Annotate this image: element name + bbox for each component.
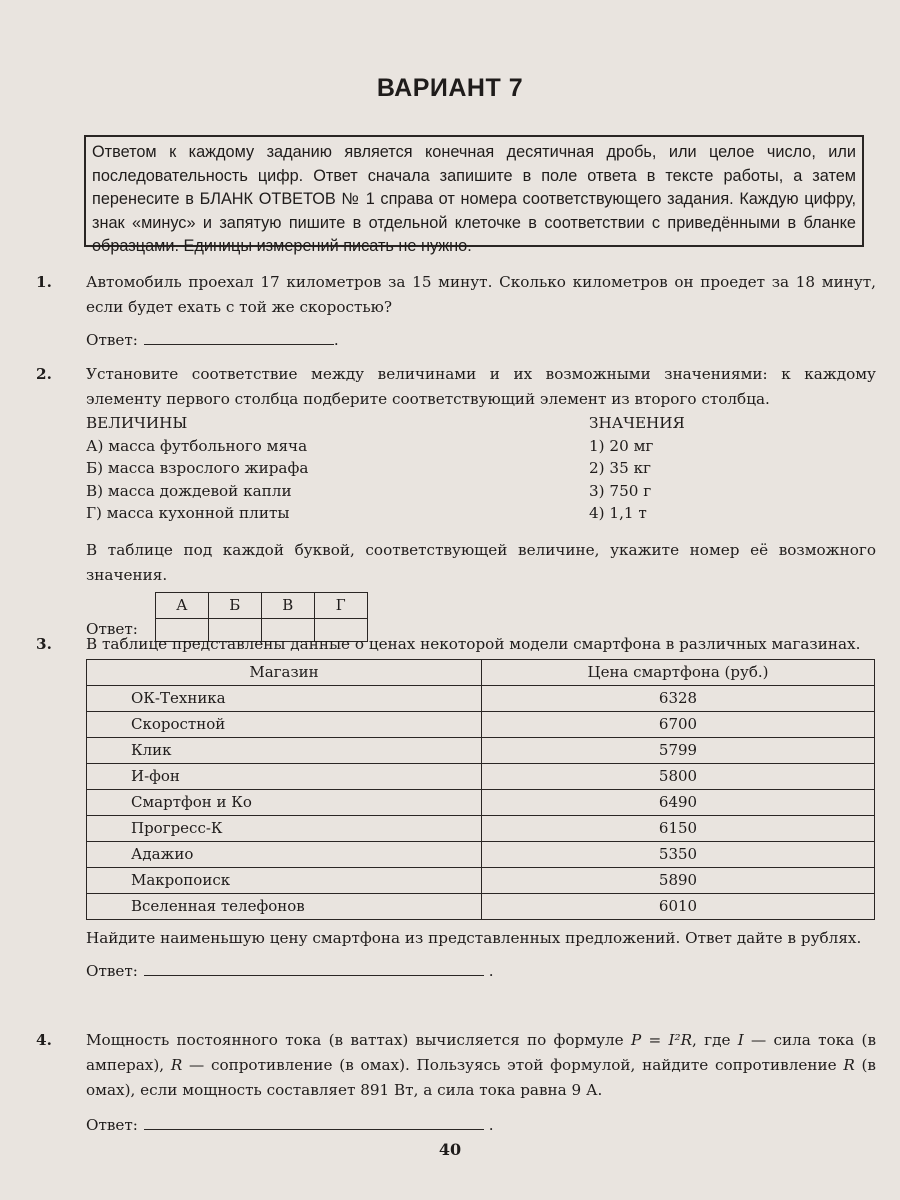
price-value: 6490 [482,790,875,816]
task-number: 3. [36,635,52,653]
task-question: Найдите наименьшую цену смартфона из представленных предложений. Ответ дайте в рублях. [86,929,862,947]
shop-name: Адажио [87,842,482,868]
task-text [86,1028,876,1103]
shop-name: И-фон [87,764,482,790]
column-header: ЗНАЧЕНИЯ [589,414,685,432]
table-row [87,738,875,764]
answer-row: Ответ: . [86,957,876,984]
shop-name: Скоростной [87,712,482,738]
price-value: 5800 [482,764,875,790]
shop-name: ОК-Техника [87,686,482,712]
table-row [87,842,875,868]
shop-name: Клик [87,738,482,764]
column-header: ВЕЛИЧИНЫ [86,414,188,432]
values-column [589,412,685,525]
table-row [87,868,875,894]
text-segment: — сила тока (в амперах), [86,1031,876,1074]
variable-r: R [843,1056,855,1074]
price-value: 6328 [482,686,875,712]
value-item: 2) 35 кг [589,459,652,477]
task-2 [36,362,876,642]
formula: P = I²R [630,1031,693,1049]
answer-row: Ответ: . [86,326,876,353]
table-row [87,894,875,920]
price-value: 5799 [482,738,875,764]
letter-header: Г [314,593,367,619]
task-1 [36,270,876,353]
answer-field[interactable] [144,1111,484,1130]
answer-field[interactable] [144,957,484,976]
price-table [86,659,875,920]
letter-header: В [261,593,314,619]
value-item: 4) 1,1 т [589,504,647,522]
table-row [87,790,875,816]
shop-name: Прогресс-К [87,816,482,842]
shop-name: Макропоиск [87,868,482,894]
variant-title: ВАРИАНТ 7 [376,74,524,102]
task-text: Автомобиль проехал 17 километров за 15 минут. Сколько километров он проедет за 18 минут, если будет ехать с той же скоростью? [86,273,876,316]
price-value: 5890 [482,868,875,894]
table-row [87,816,875,842]
shop-name: Вселенная телефонов [87,894,482,920]
price-value: 6700 [482,712,875,738]
value-item: 1) 20 мг [589,436,654,455]
quantity-item: В) масса дождевой капли [86,481,292,500]
quantity-item: Б) масса взрослого жирафа [86,459,309,477]
page-number: 40 [438,1140,462,1159]
quantity-item: А) масса футбольного мяча [86,436,308,455]
task-text: В таблице представлены данные о ценах некоторой модели смартфона в различных магазинах. [86,635,861,653]
task-number: 4. [36,1031,52,1049]
price-value: 6010 [482,894,875,920]
answer-label: Ответ: [86,331,138,349]
column-header: Магазин [87,660,482,686]
task-instruction: В таблице под каждой буквой, соответствующей величине, укажите номер её возможного значения. [86,541,876,584]
value-item: 3) 750 г [589,481,652,500]
variable-i: I [737,1031,744,1049]
column-header: Цена смартфона (руб.) [482,660,875,686]
matching-columns [86,412,876,538]
letter-header: А [155,593,208,619]
task-number: 2. [36,365,52,383]
text-segment: (в омах), если мощность составляет 891 Вт, а сила тока равна 9 А. [86,1056,876,1099]
quantity-item: Г) масса кухонной плиты [86,504,290,522]
text-segment: — сопротивление (в омах). Пользуясь этой формулой, найдите сопротивление [182,1056,844,1074]
shop-name: Смартфон и Ко [87,790,482,816]
task-number: 1. [36,273,52,291]
text-segment: Мощность постоянного тока (в ваттах) вычисляется по формуле [86,1031,631,1049]
table-row [87,764,875,790]
answer-label: Ответ: [86,620,138,638]
task-3 [36,632,876,984]
text-segment: , где [692,1031,738,1049]
task-4 [36,1028,876,1138]
price-value: 6150 [482,816,875,842]
quantities-column [86,412,308,525]
answer-row: Ответ: . [86,1111,876,1138]
table-row [87,712,875,738]
variable-r: R [170,1056,183,1074]
answer-label: Ответ: [86,1116,138,1134]
instructions-box: Ответом к каждому заданию является конечная десятичная дробь, или целое число, или последовательность цифр. Ответ сначала запишите в поле ответа в тексте работы, а затем перенесите в БЛАНК ОТВЕТОВ № 1 справа от номера соответствующего задания. Каждую цифру, знак «минус» и запятую пишите в отдельной клеточке в соответствии с приведёнными в бланке образцами. Единицы измерений писать не нужно. [84,135,864,247]
answer-field[interactable] [144,326,334,345]
price-value: 5350 [482,842,875,868]
table-row [87,686,875,712]
task-text: Установите соответствие между величинами и их возможными значениями: к каждому элементу первого столбца подберите соответствующий элемент из второго столбца. [86,365,876,408]
letter-header: Б [208,593,261,619]
answer-label: Ответ: [86,962,138,980]
